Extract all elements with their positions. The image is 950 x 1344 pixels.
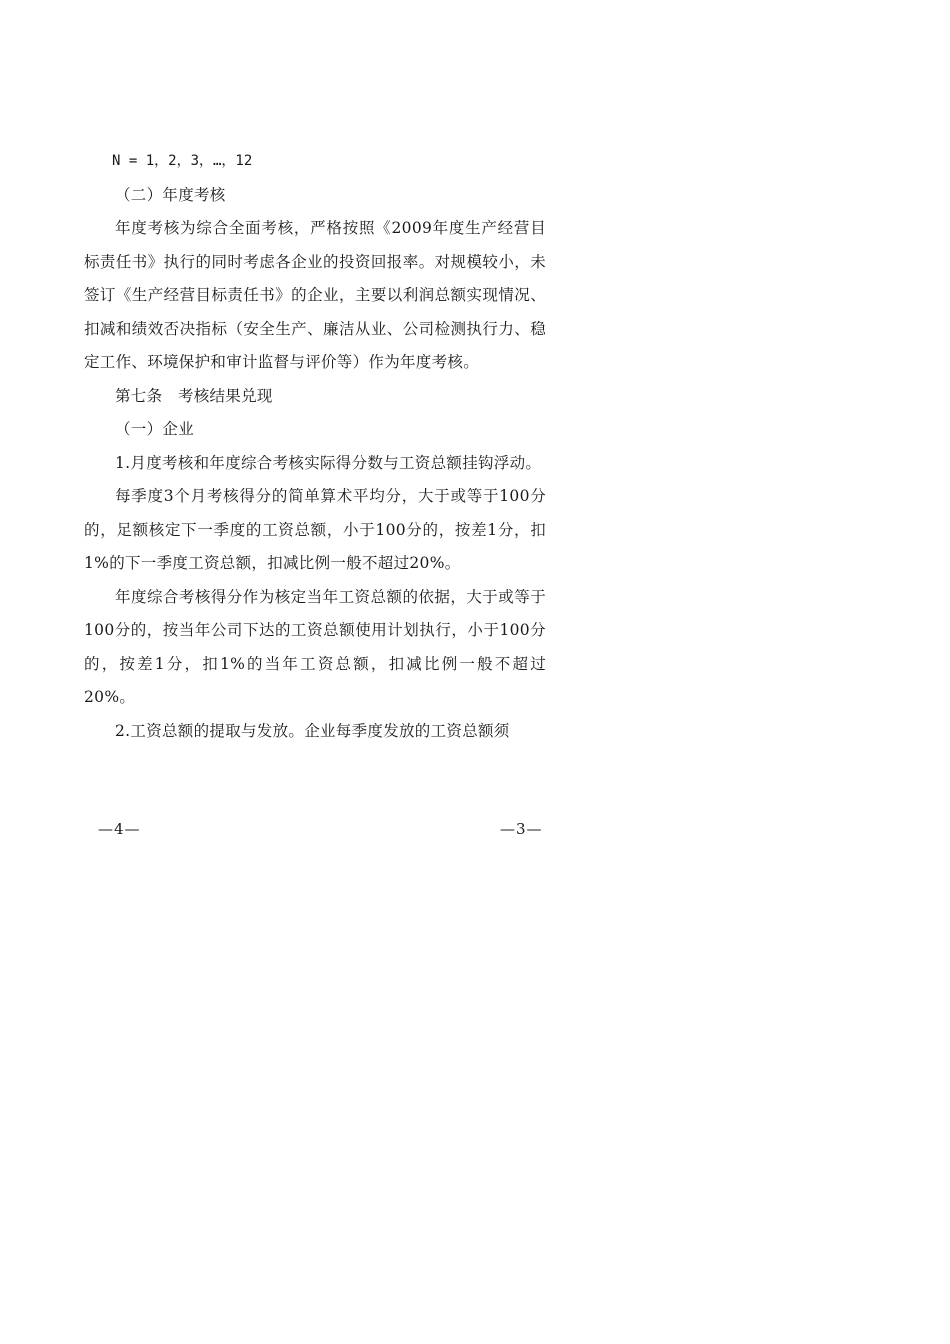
paragraph-yearly-score: 年度综合考核得分作为核定当年工资总额的依据，大于或等于100分的，按当年公司下达的工资总额使用计划执行，小于100分的，按差1分，扣1%的当年工资总额，扣减比例一般不超过20%。 bbox=[84, 587, 546, 706]
article-7-heading bbox=[84, 380, 546, 414]
formula-line: N = 1，2，3，…，12 bbox=[112, 153, 253, 169]
subsection-enterprise: （一）企业 bbox=[115, 420, 195, 438]
item-1: 1.月度考核和年度综合考核实际得分数与工资总额挂钩浮动。 bbox=[115, 453, 542, 472]
paragraph-quarterly: 每季度3个月考核得分的简单算术平均分，大于或等于100分的，足额核定下一季度的工资总额，小于100分的，按差1分，扣1%的下一季度工资总额，扣减比例一般不超过20%。 bbox=[84, 487, 546, 572]
document-body bbox=[84, 145, 546, 748]
paragraph-annual-assessment: 年度考核为综合全面考核，严格按照《2009年度生产经营目标责任书》执行的同时考虑各企业的投资回报率。对规模较小，未签订《生产经营目标责任书》的企业，主要以利润总额实现情况、扣减和绩效否决指标（安全生产、廉洁从业、公司检测执行力、稳定工作、环境保护和审计监督与评价等）作为年度考核。 bbox=[84, 219, 546, 371]
page-number-left: —4— bbox=[98, 820, 141, 838]
article-7-number: 第七条 bbox=[115, 386, 163, 405]
article-7-title: 考核结果兑现 bbox=[177, 386, 273, 405]
section-heading-annual: （二）年度考核 bbox=[115, 185, 226, 204]
page-number-right: —3— bbox=[500, 820, 543, 838]
item-2: 2.工资总额的提取与发放。企业每季度发放的工资总额须 bbox=[115, 721, 510, 740]
